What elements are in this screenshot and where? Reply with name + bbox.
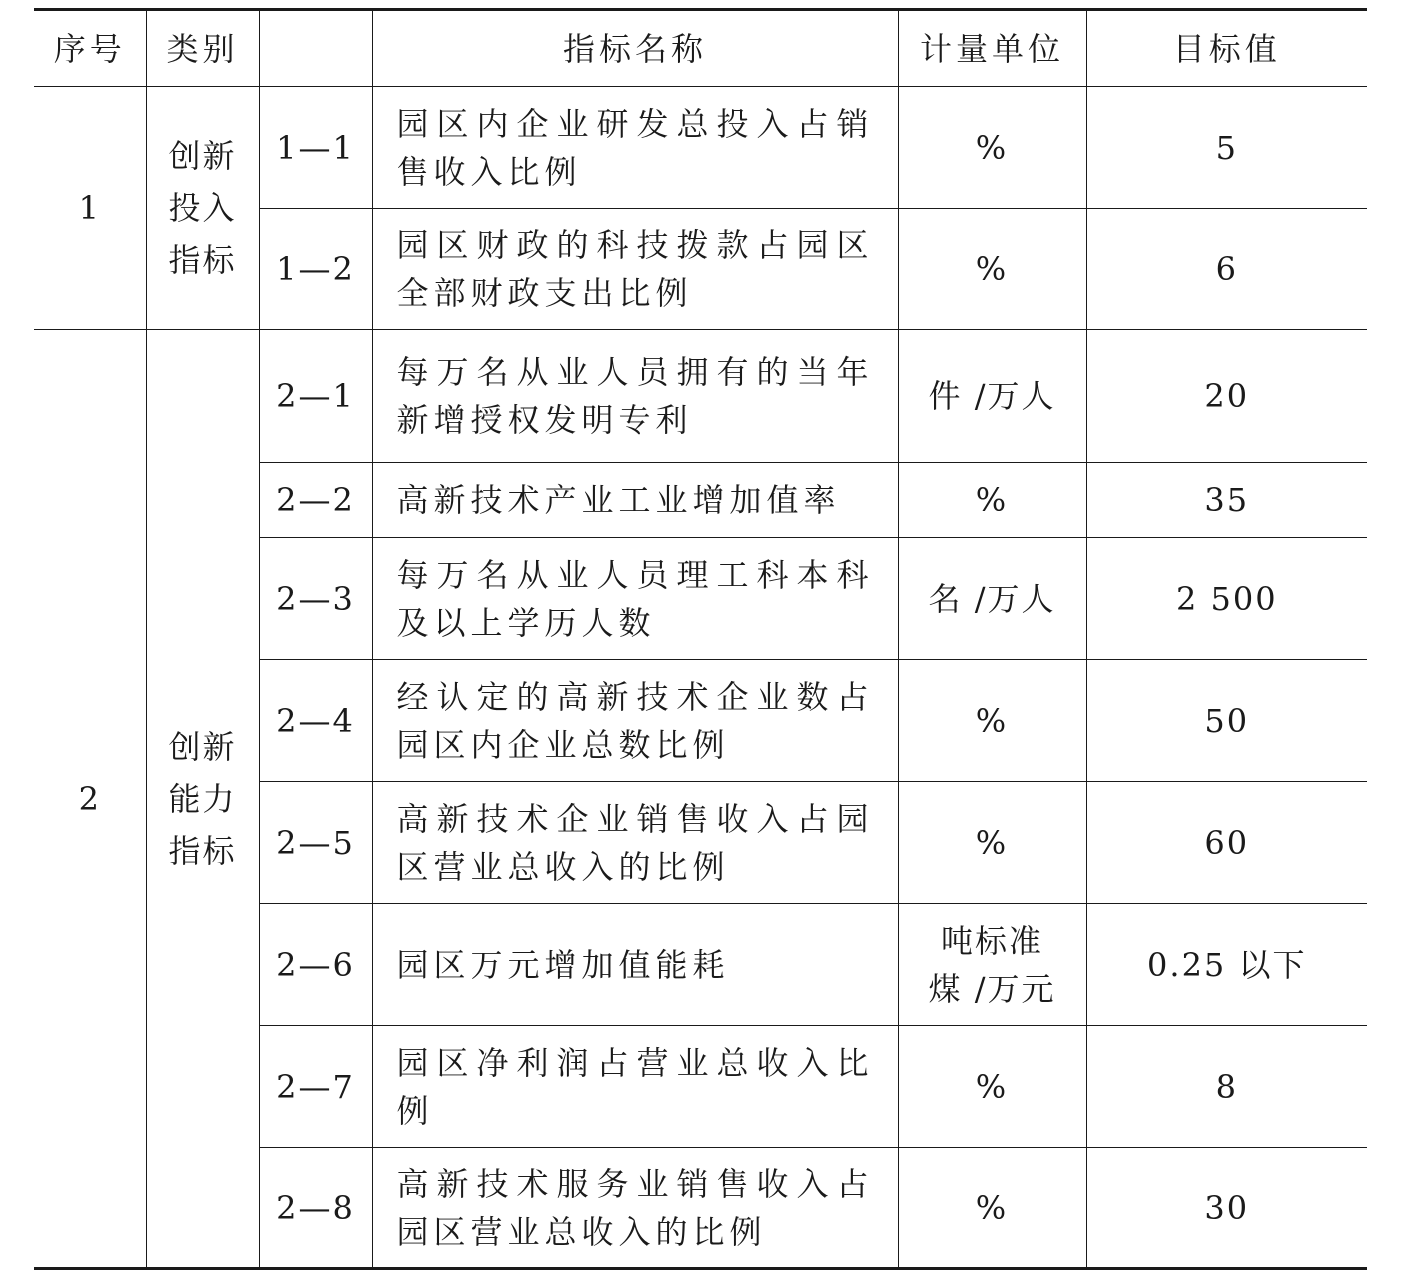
row-target: 5 <box>1086 87 1367 209</box>
row-target: 2 500 <box>1086 538 1367 660</box>
row-target: 20 <box>1086 330 1367 463</box>
row-code: 2—4 <box>259 660 372 782</box>
row-unit: % <box>898 1026 1086 1148</box>
row-unit: % <box>898 463 1086 538</box>
group-category: 创新能力指标 <box>146 330 259 1269</box>
row-name: 每万名从业人员理工科本科及以上学历人数 <box>372 538 898 660</box>
row-unit: % <box>898 660 1086 782</box>
row-unit: % <box>898 209 1086 330</box>
row-name: 高新技术企业销售收入占园区营业总收入的比例 <box>372 782 898 904</box>
row-code: 2—3 <box>259 538 372 660</box>
row-code: 2—8 <box>259 1148 372 1269</box>
row-name: 园区万元增加值能耗 <box>372 904 898 1026</box>
row-name: 园区财政的科技拨款占园区全部财政支出比例 <box>372 209 898 330</box>
row-code: 1—2 <box>259 209 372 330</box>
row-name: 高新技术产业工业增加值率 <box>372 463 898 538</box>
header-target: 目标值 <box>1086 10 1367 87</box>
header-unit: 计量单位 <box>898 10 1086 87</box>
table-header-row <box>34 10 1367 87</box>
row-code: 1—1 <box>259 87 372 209</box>
row-target: 30 <box>1086 1148 1367 1269</box>
row-unit: % <box>898 1148 1086 1269</box>
row-name: 园区净利润占营业总收入比例 <box>372 1026 898 1148</box>
row-code: 2—6 <box>259 904 372 1026</box>
row-name: 经认定的高新技术企业数占园区内企业总数比例 <box>372 660 898 782</box>
row-name: 园区内企业研发总投入占销售收入比例 <box>372 87 898 209</box>
row-target: 8 <box>1086 1026 1367 1148</box>
table-row <box>34 330 1367 463</box>
row-unit: 件 /万人 <box>898 330 1086 463</box>
row-target: 60 <box>1086 782 1367 904</box>
row-target: 35 <box>1086 463 1367 538</box>
indicator-table <box>34 8 1367 1270</box>
table-row <box>34 87 1367 209</box>
row-code: 2—2 <box>259 463 372 538</box>
header-category: 类别 <box>146 10 259 87</box>
header-seq: 序号 <box>34 10 146 87</box>
header-code <box>259 10 372 87</box>
row-name: 每万名从业人员拥有的当年新增授权发明专利 <box>372 330 898 463</box>
row-code: 2—7 <box>259 1026 372 1148</box>
group-seq: 1 <box>34 87 146 330</box>
group-category: 创新投入指标 <box>146 87 259 330</box>
row-code: 2—5 <box>259 782 372 904</box>
row-name: 高新技术服务业销售收入占园区营业总收入的比例 <box>372 1148 898 1269</box>
row-unit: % <box>898 782 1086 904</box>
row-target: 50 <box>1086 660 1367 782</box>
row-unit: 吨标准煤 /万元 <box>898 904 1086 1026</box>
group-seq: 2 <box>34 330 146 1269</box>
header-name: 指标名称 <box>372 10 898 87</box>
row-unit: % <box>898 87 1086 209</box>
row-target: 0.25 以下 <box>1086 904 1367 1026</box>
row-unit: 名 /万人 <box>898 538 1086 660</box>
row-target: 6 <box>1086 209 1367 330</box>
row-code: 2—1 <box>259 330 372 463</box>
